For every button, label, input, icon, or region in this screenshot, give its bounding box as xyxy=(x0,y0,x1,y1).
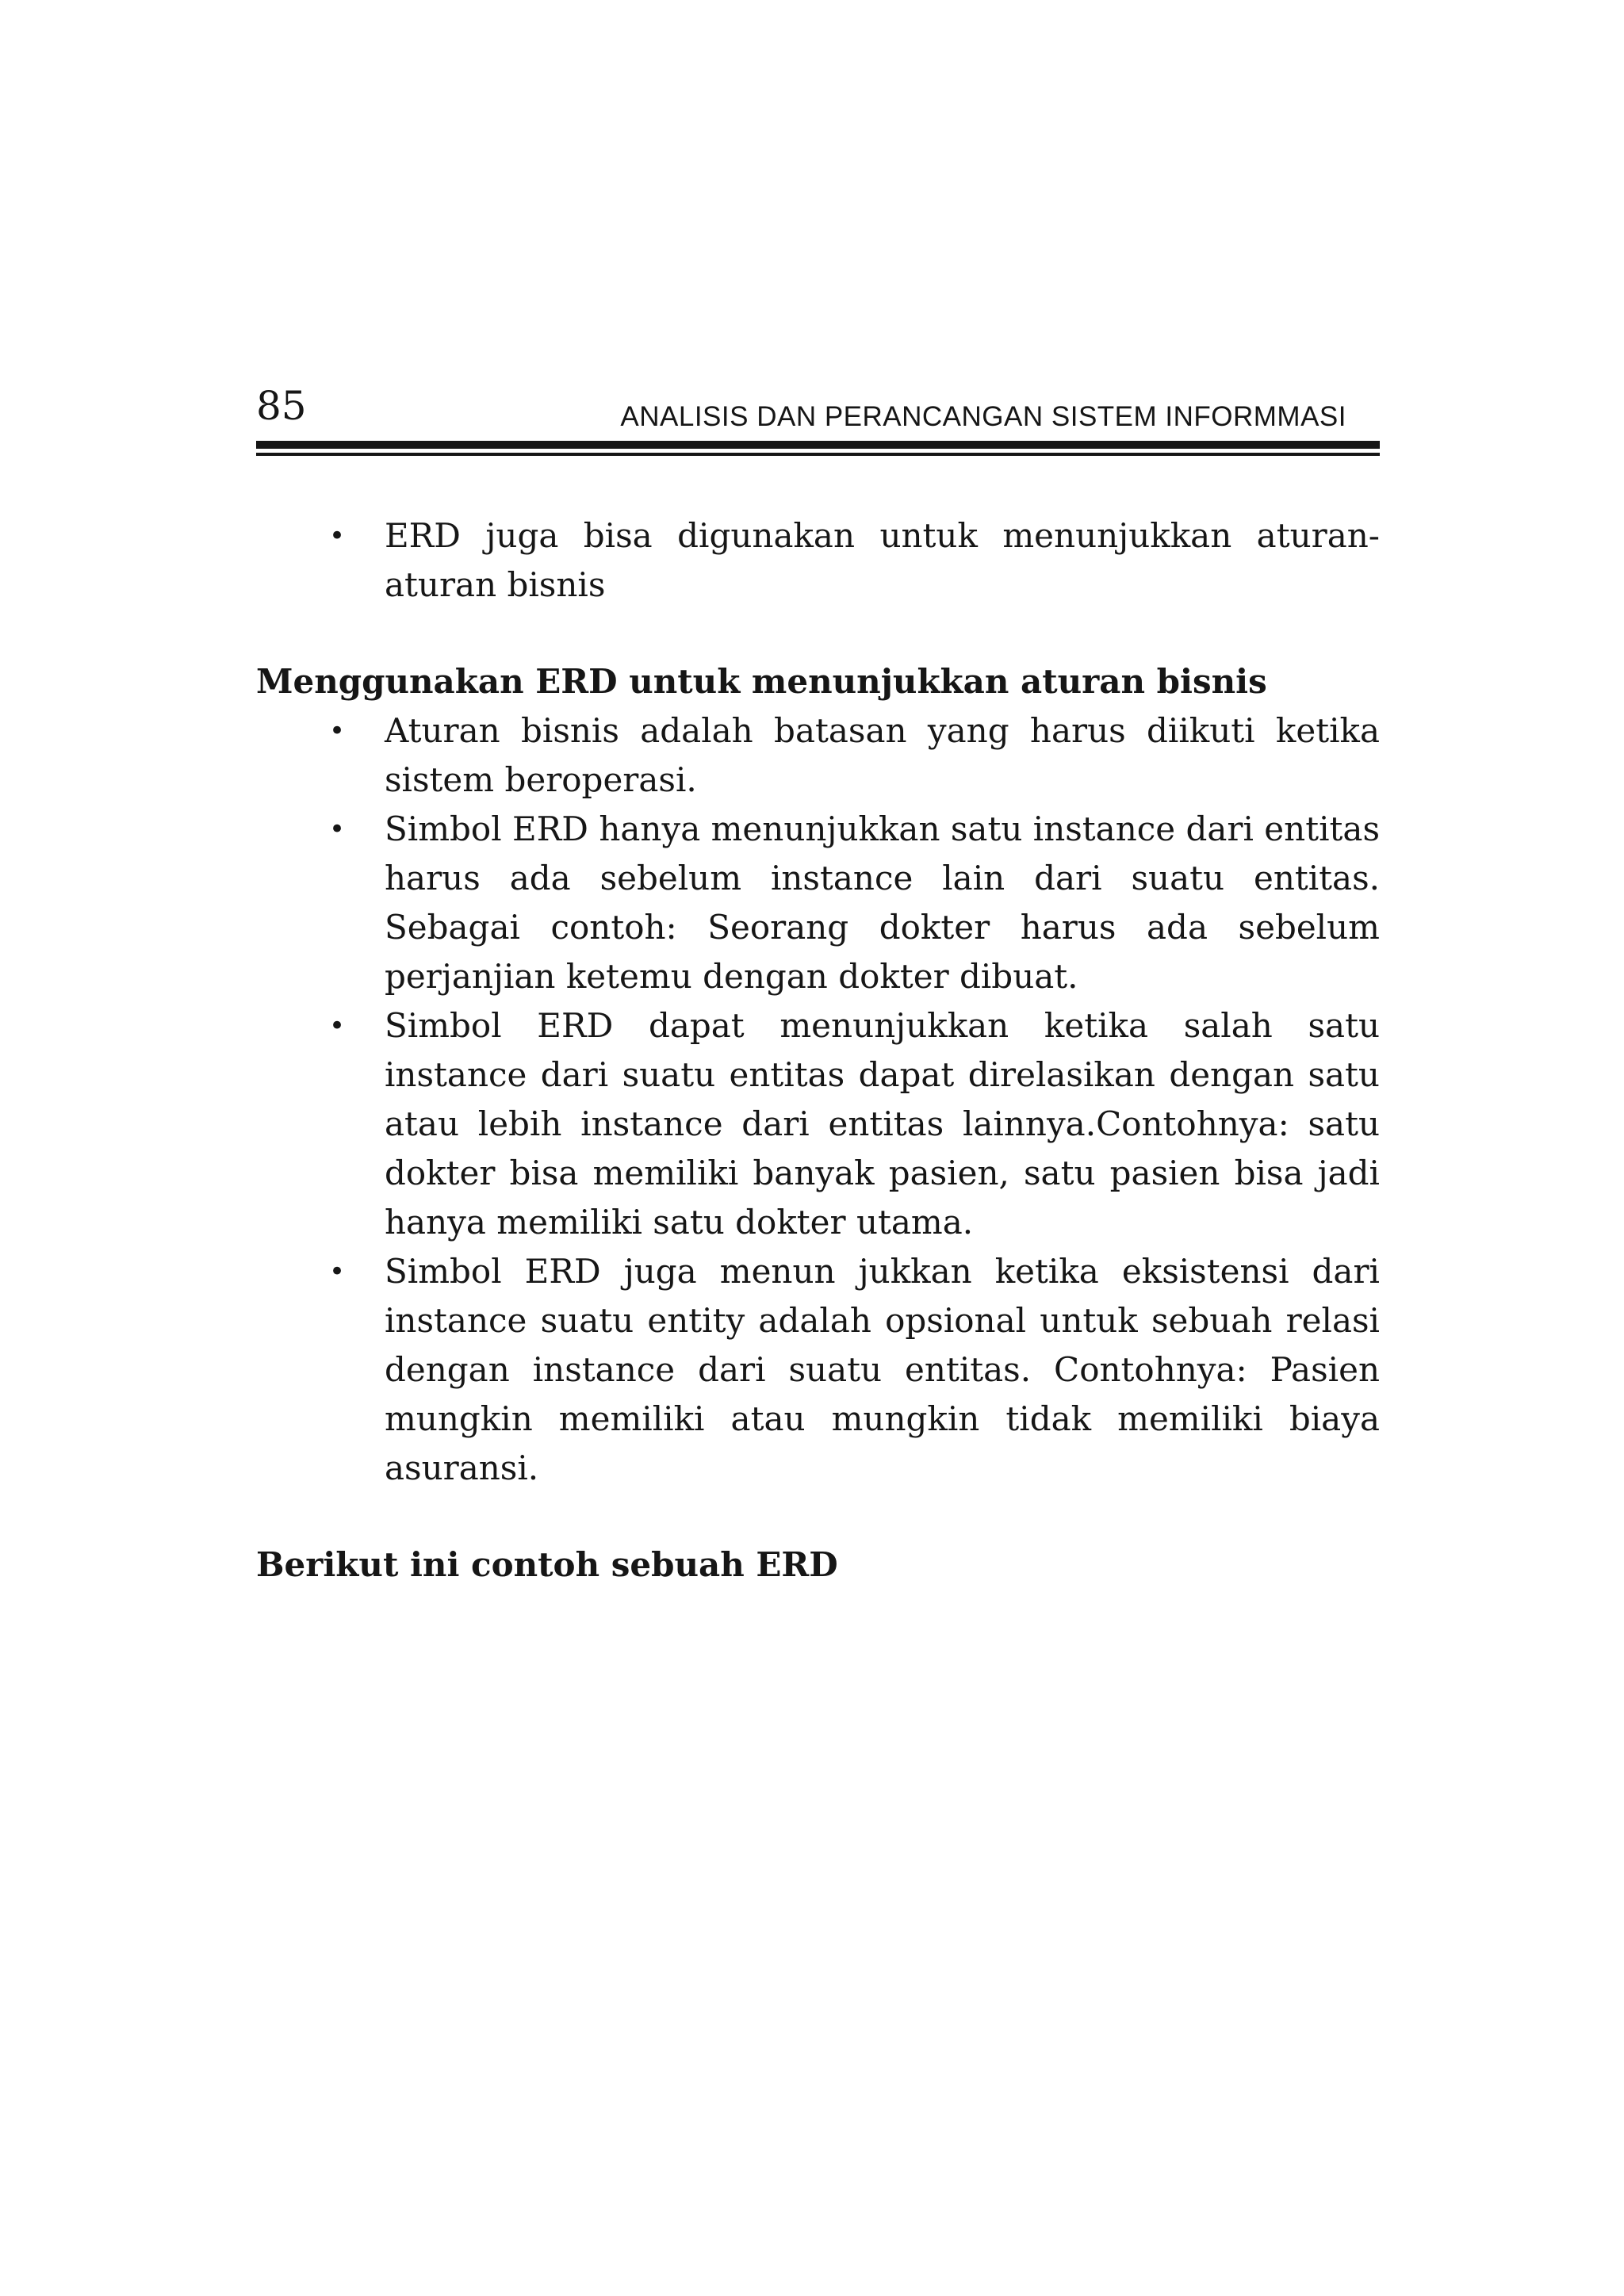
intro-bullet-list xyxy=(256,511,1380,610)
section-heading: Menggunakan ERD untuk menunjukkan aturan bisnis xyxy=(256,662,1267,701)
running-title: ANALISIS DAN PERANCANGAN SISTEM INFORMMASI xyxy=(620,401,1346,432)
list-item xyxy=(256,1247,1380,1493)
page-number: 85 xyxy=(256,383,307,429)
list-item xyxy=(256,706,1380,805)
list-item xyxy=(256,511,1380,610)
bullet-icon: • xyxy=(329,1010,346,1042)
header-rule-thick xyxy=(256,441,1380,449)
list-item-text: Aturan bisnis adalah batasan yang harus diikuti ketika sistem beroperasi. xyxy=(385,711,1380,799)
list-item xyxy=(256,1001,1380,1247)
bullet-icon: • xyxy=(329,1256,346,1288)
bullet-icon: • xyxy=(329,715,346,747)
spacer xyxy=(256,1493,1380,1540)
list-item-text: ERD juga bisa digunakan untuk menunjukkan aturan-aturan bisnis xyxy=(385,516,1380,604)
list-item-text: Simbol ERD juga menun jukkan ketika eksistensi dari instance suatu entity adalah opsional untuk sebuah relasi dengan instance dari suatu entitas. Contohnya: Pasien mungkin memiliki atau mungkin tidak memiliki biaya asuransi. xyxy=(385,1252,1380,1487)
list-item-text: Simbol ERD hanya menunjukkan satu instance dari entitas harus ada sebelum instance lain dari suatu entitas. Sebagai contoh: Seorang dokter harus ada sebelum perjanjian ketemu dengan dokter dibuat. xyxy=(385,809,1380,996)
closing-heading: Berikut ini contoh sebuah ERD xyxy=(256,1545,838,1584)
bullet-icon: • xyxy=(329,520,346,552)
bullet-icon: • xyxy=(329,813,346,845)
spacer xyxy=(256,610,1380,657)
page-header xyxy=(256,382,1380,458)
list-item xyxy=(256,805,1380,1001)
section-bullet-list xyxy=(256,706,1380,1493)
header-rule-thin xyxy=(256,453,1380,456)
list-item-text: Simbol ERD dapat menunjukkan ketika salah satu instance dari suatu entitas dapat direlasikan dengan satu atau lebih instance dari entitas lainnya.Contohnya: satu dokter bisa memiliki banyak pasien, satu pasien bisa jadi hanya memiliki satu dokter utama. xyxy=(385,1006,1380,1242)
page-body xyxy=(256,511,1380,1590)
